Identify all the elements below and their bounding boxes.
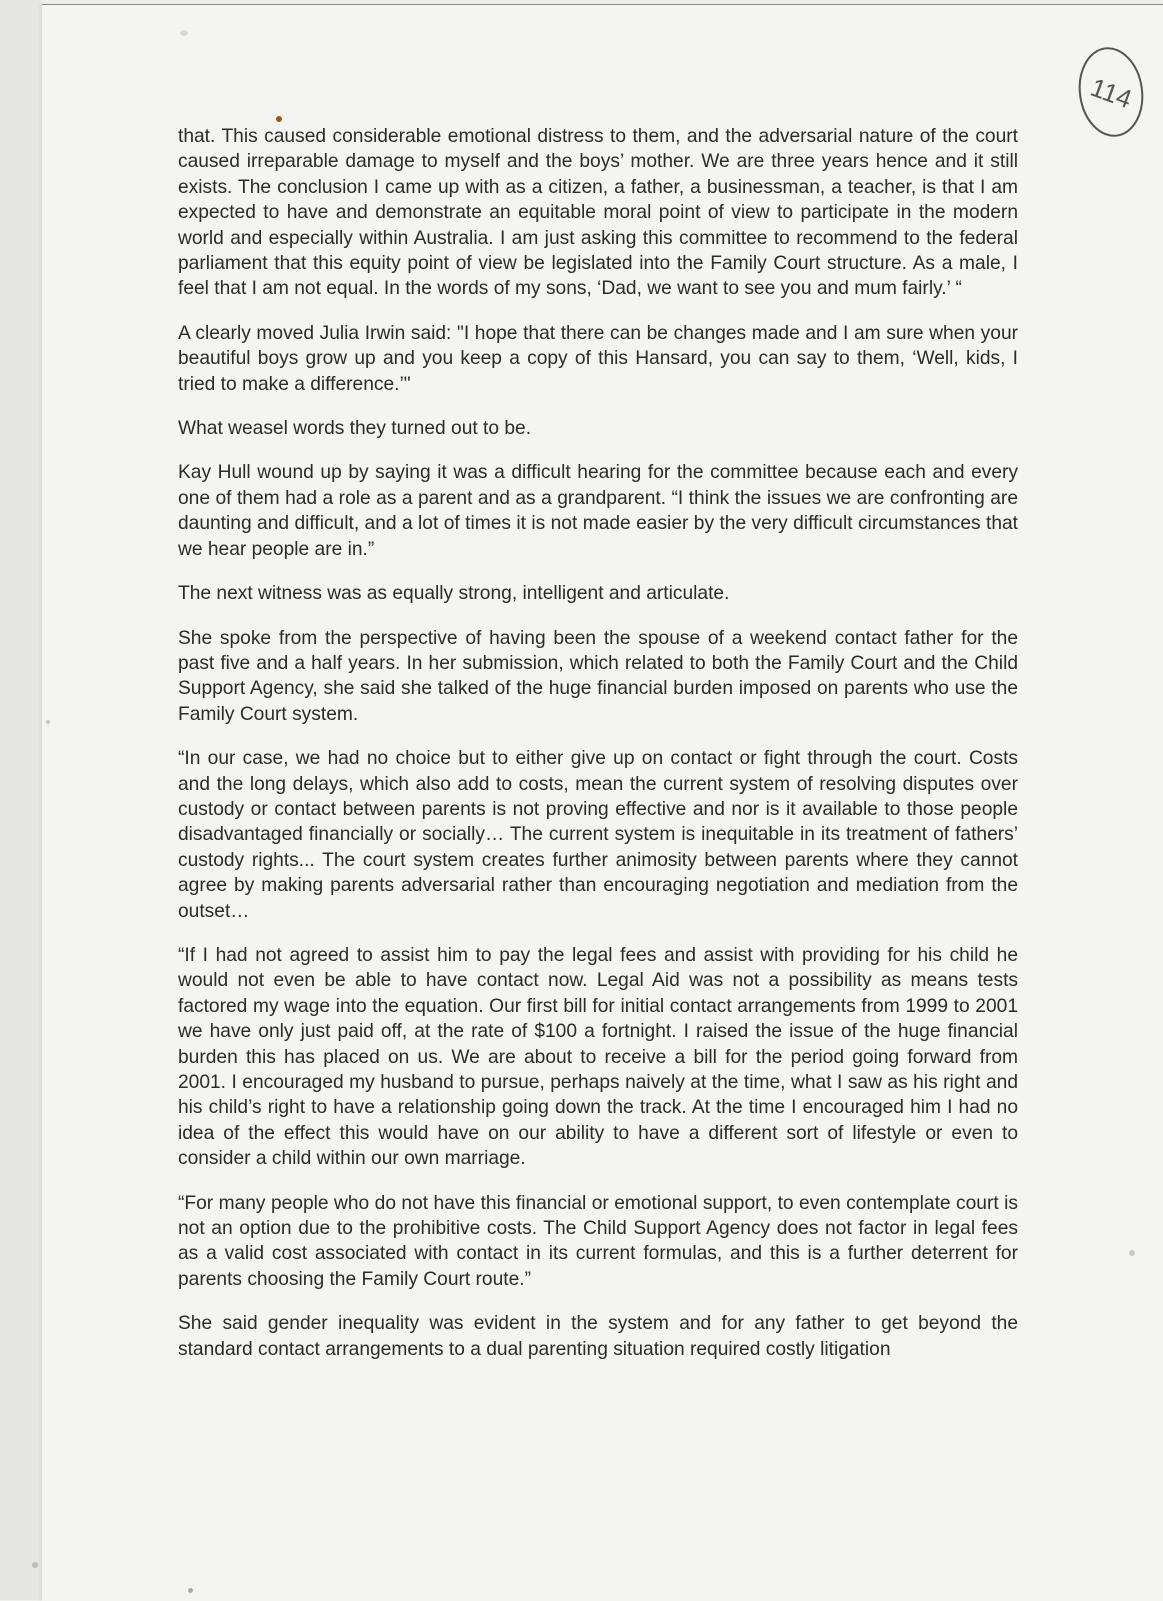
scan-speck <box>188 1588 193 1593</box>
page-number-text: 114 <box>1086 71 1136 115</box>
paragraph: that. This caused considerable emotional distress to them, and the adversarial nature of the court caused irreparable damage to myself and the boys’ mother. We are three years hence and it still exists. The conclusion I came up with as a citizen, a father, a businessman, a teacher, is that I am expected to have and demonstrate an equitable moral point of view to participate in the modern world and especially within Australia. I am just asking this committee to recommend to the federal parliament that this equity point of view be legislated into the Family Court structure. As a male, I feel that I am not equal. In the words of my sons, ‘Dad, we want to see you and mum fairly.’ “ <box>178 126 1018 300</box>
paragraph: The next witness was as equally strong, intelligent and articulate. <box>178 583 730 605</box>
scan-speck <box>1129 1250 1135 1256</box>
paragraph: “In our case, we had no choice but to either give up on contact or fight through the court. Costs and the long delays, which also add to costs, mean the current system of resolving disputes over custody or contact between parents is not proving effective and nor is it available to those people disadvantaged financially or socially… The current system is inequitable in its treatment of fathers’ custody rights... The court system creates further animosity between parents where they cannot agree by making parents adversarial rather than encouraging negotiation and mediation from the outset… <box>178 748 1018 922</box>
paragraph: “For many people who do not have this financial or emotional support, to even contemplate court is not an option due to the prohibitive costs. The Child Support Agency does not factor in legal fees as a valid cost associated with contact in its current formulas, and this is a further deterrent for parents choosing the Family Court route.” <box>178 1192 1018 1290</box>
paragraph: She said gender inequality was evident in the system and for any father to get beyond the standard contact arrangements to a dual parenting situation required costly litigation <box>178 1313 1018 1360</box>
scan-left-margin <box>0 0 42 1600</box>
scan-speck <box>46 720 50 724</box>
page-number-circle-icon <box>1075 44 1145 140</box>
paragraph: What weasel words they turned out to be. <box>178 418 532 440</box>
paragraph: Kay Hull wound up by saying it was a difficult hearing for the committee because each and every one of them had a role as a parent and as a grandparent. “I think the issues we are confronting are daunting and difficult, and a lot of times it is not made easier by the very difficult circumstances that we hear people are in.” <box>178 462 1018 560</box>
ink-dot <box>276 116 282 122</box>
scan-speck <box>180 30 188 36</box>
paragraph: She spoke from the perspective of having been the spouse of a weekend contact father for the past five and a half years. In her submission, which related to both the Family Court and the Child Support Agency, she said she talked of the huge financial burden imposed on parents who use the Family Court system. <box>178 627 1018 725</box>
paragraph: A clearly moved Julia Irwin said: "I hope that there can be changes made and I am sure when your beautiful boys grow up and you keep a copy of this Hansard, you can say to them, ‘Well, kids, I tried to make a difference.’" <box>178 322 1018 395</box>
body-text <box>178 124 1018 1381</box>
scan-speck <box>32 1562 38 1568</box>
handwritten-page-number <box>1075 44 1145 140</box>
paragraph: “If I had not agreed to assist him to pay the legal fees and assist with providing for his child he would not even be able to have contact now. Legal Aid was not a possibility as means tests factored my wage into the equation. Our first bill for initial contact arrangements from 1999 to 2001 we have only just paid off, at the rate of $100 a fortnight. I raised the issue of the huge financial burden this has placed on us. We are about to receive a bill for the period going forward from 2001. I encouraged my husband to pursue, perhaps naively at the time, what I saw as his right and his child’s right to have a relationship going down the track. At the time I encouraged him I had no idea of the effect this would have on our ability to have a different sort of lifestyle or even to consider a child within our own marriage. <box>178 944 1018 1170</box>
